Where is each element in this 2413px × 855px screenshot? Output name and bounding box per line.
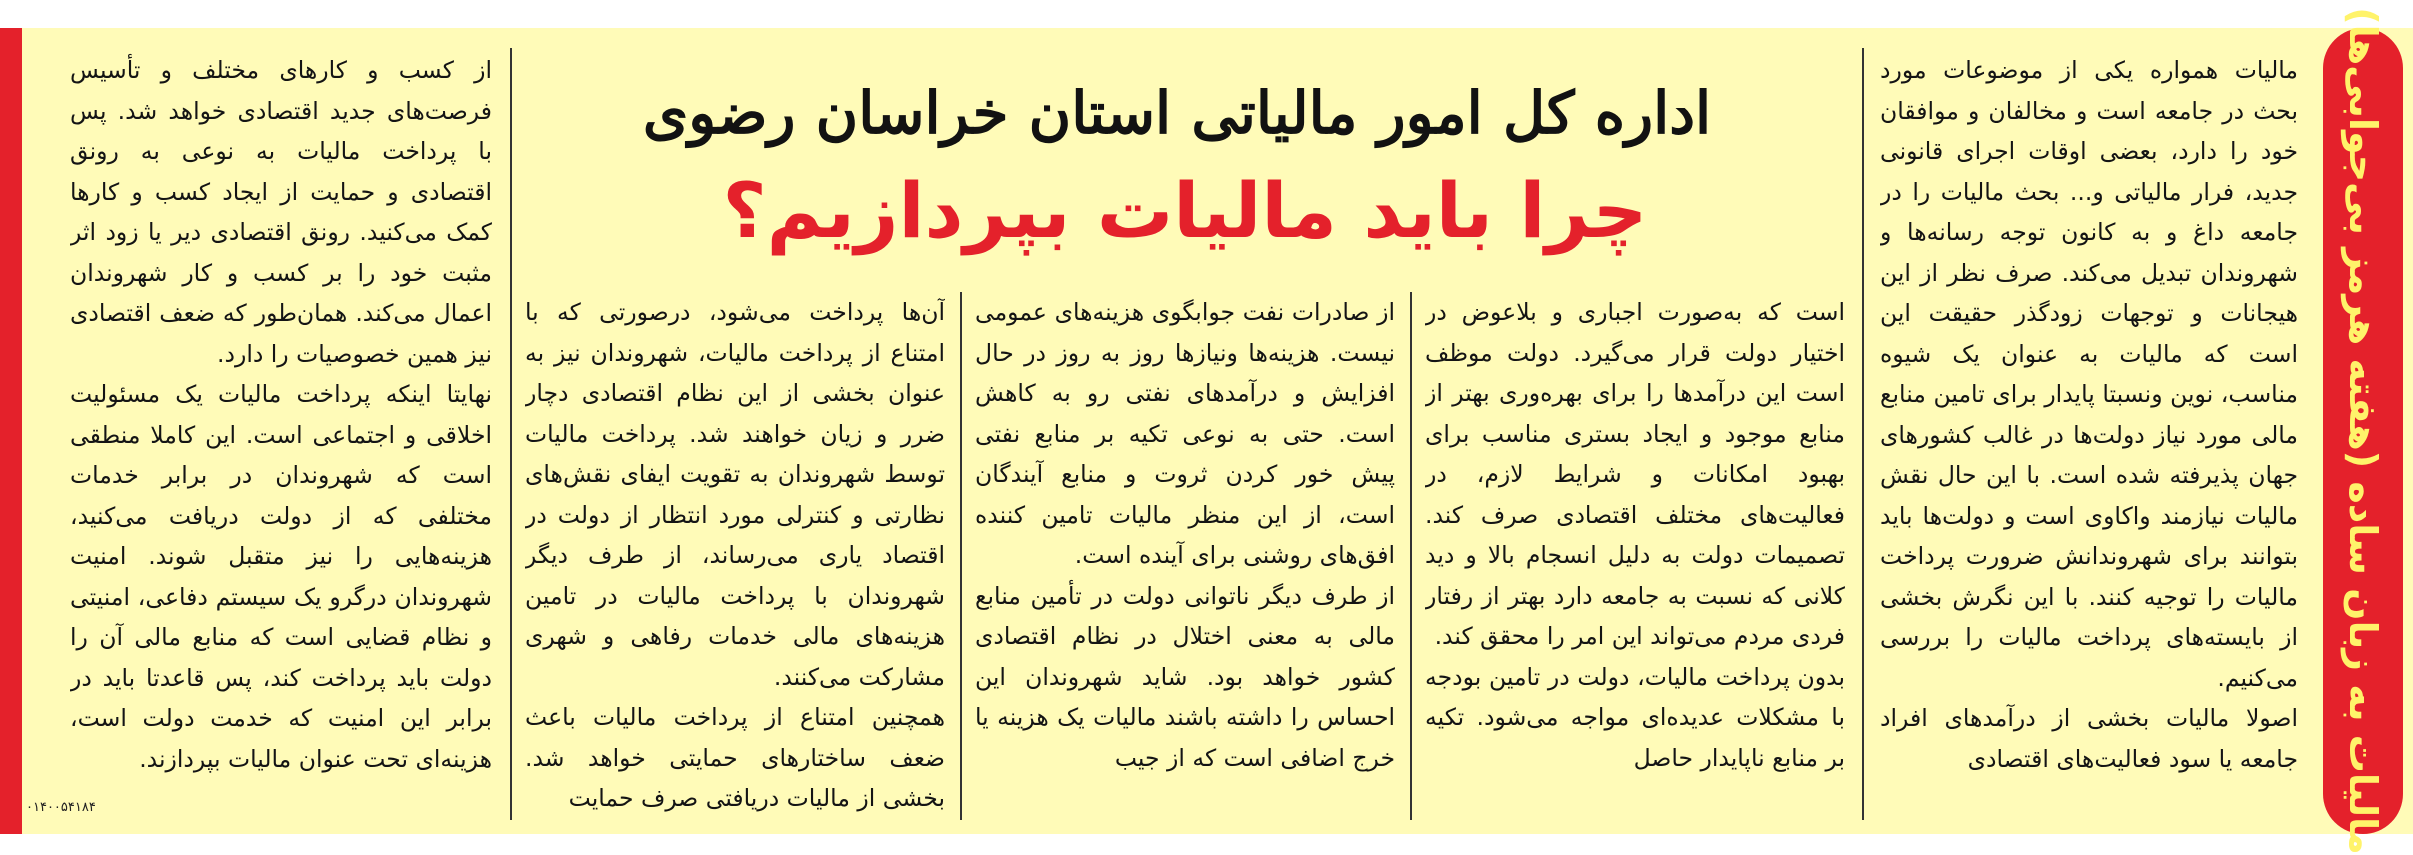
organization-line	[642, 58, 1712, 168]
text-column-4	[525, 292, 945, 820]
side-banner-title	[2323, 7, 2403, 855]
column-4-paragraph-1: آن‌ها پرداخت می‌شود، درصورتی که با امتناع از پرداخت مالیات، شهروندان نیز به عنوان بخشی از این نظام اقتصادی دچار ضرر و زیان خواهند شد. پرداخت مالیات توسط شهروندان به تقویت ایفای نقش‌های نظارتی و کنترلی مورد انتظار از دولت در اقتصاد یاری می‌رساند، از طرف دیگر شهروندان با پرداخت مالیات در تامین هزینه‌های مالی خدمات رفاهی و شهری مشارکت می‌کنند.	[525, 298, 945, 691]
headline: چرا باید مالیات بپردازیم؟	[722, 166, 1648, 255]
column-divider	[960, 292, 962, 820]
text-column-5	[70, 50, 492, 820]
column-divider	[1410, 292, 1412, 820]
ad-code: ۰۱۴۰۰۵۴۱۸۴	[26, 800, 96, 815]
column-divider	[510, 48, 512, 820]
text-column-2	[1425, 292, 1845, 820]
column-3-paragraph-1: از صادرات نفت جوابگوی هزینه‌های عمومی نیست. هزینه‌ها ونیازها روز به روز در حال افزایش و درآمدهای نفتی رو به کاهش است. حتی به نوعی تکیه بر منابع نفتی پیش خور کردن ثروت و منابع آیندگان است، از این منظر مالیات تامین کننده افق‌های روشنی برای آینده است.	[975, 298, 1395, 569]
column-1-paragraph-1: مالیات همواره یکی از موضوعات مورد بحث در جامعه است و مخالفان و موافقان خود را دارد، بعضی اوقات اجرای قانونی جدید، فرار مالیاتی و... بحث مالیات را در جامعه داغ و به کانون توجه رسانه‌ها و شهروندان تبدیل می‌کند. صرف نظر از این هیجانات و توجهات زودگذر حقیقت این است که مالیات به عنوان یک شیوه مناسب، نوین ونسبتا پایدار برای تامین منابع مالی مورد نیاز دولت‌ها در غالب کشورهای جهان پذیرفته شده است. با این حال نقش مالیات نیازمند واکاوی است و دولت‌ها باید بتوانند برای شهروندانش ضرورت پرداخت مالیات را توجیه کنند. با این نگرش بخشی از بایسته‌های پرداخت مالیات را بررسی می‌کنیم.	[1880, 56, 2298, 692]
column-3-paragraph-2: از طرف دیگر ناتوانی دولت در تأمین منابع مالی به معنی اختلال در نظام اقتصادی کشور خواهد بود. شاید شهروندان این احساس را داشته باشند مالیات یک هزینه یا خرج اضافی است که از جیب	[975, 581, 1395, 772]
column-5-paragraph-2: نهایتا اینکه پرداخت مالیات یک مسئولیت اخلاقی و اجتماعی است. این کاملا منطقی است که شهروندان در برابر خدمات مختلفی که از دولت دریافت می‌کنید، هزینه‌هایی را نیز متقبل شوند. امنیت شهروندان درگرو یک سیستم دفاعی، امنیتی و نظام قضایی است که منابع مالی آن را دولت باید پرداخت کند، پس قاعدتا باید در برابر این امنیت که خدمت دولت است، هزینه‌ای تحت عنوان مالیات بپردازند.	[70, 380, 492, 773]
column-2-paragraph-1: است که به‌صورت اجباری و بلاعوض در اختیار دولت قرار می‌گیرد. دولت موظف است این درآمدها را برای بهره‌وری بهتر از منابع موجود و ایجاد بستری مناسب برای بهبود امکانات و شرایط لازم، در فعالیت‌های مختلف اقتصادی صرف کند. تصمیمات دولت به دلیل انسجام بالا و دید کلانی که نسبت به جامعه دارد بهتر از رفتار فردی مردم می‌تواند این امر را محقق کند.	[1425, 298, 1845, 650]
column-4-paragraph-2: همچنین امتناع از پرداخت مالیات باعث ضعف ساختارهای حمایتی خواهد شد. بخشی از مالیات دریافتی صرف حمایت	[525, 703, 945, 812]
text-column-1	[1880, 50, 2298, 820]
column-divider	[1862, 48, 1864, 820]
organization-name: اداره کل امور مالیاتی استان خراسان رضوی	[642, 79, 1712, 147]
text-column-3	[975, 292, 1395, 820]
column-2-paragraph-2: بدون پرداخت مالیات، دولت در تامین بودجه با مشکلات عدیده‌ای مواجه می‌شود. تکیه بر منابع ناپایدار حاصل	[1425, 662, 1845, 772]
column-1-paragraph-2: اصولا مالیات بخشی از درآمدهای افراد جامعه یا سود فعالیت‌های اقتصادی	[1880, 704, 2298, 773]
column-5-paragraph-1: از کسب و کارهای مختلف و تأسیس فرصت‌های جدید اقتصادی خواهد شد. پس با پرداخت مالیات به نوعی به رونق اقتصادی و حمایت از ایجاد کسب و کارها کمک می‌کنید. رونق اقتصادی دیر یا زود اثر مثبت خود را بر کسب و کار شهروندان اعمال می‌کند. همان‌طور که ضعف اقتصادی نیز همین خصوصیات را دارد.	[70, 56, 492, 368]
ad-header	[520, 28, 1850, 278]
left-red-border	[0, 28, 22, 834]
side-banner-text: مالیات به زبان ساده (هفته هرمز بی‌جوابی‌ها)	[2341, 7, 2385, 855]
